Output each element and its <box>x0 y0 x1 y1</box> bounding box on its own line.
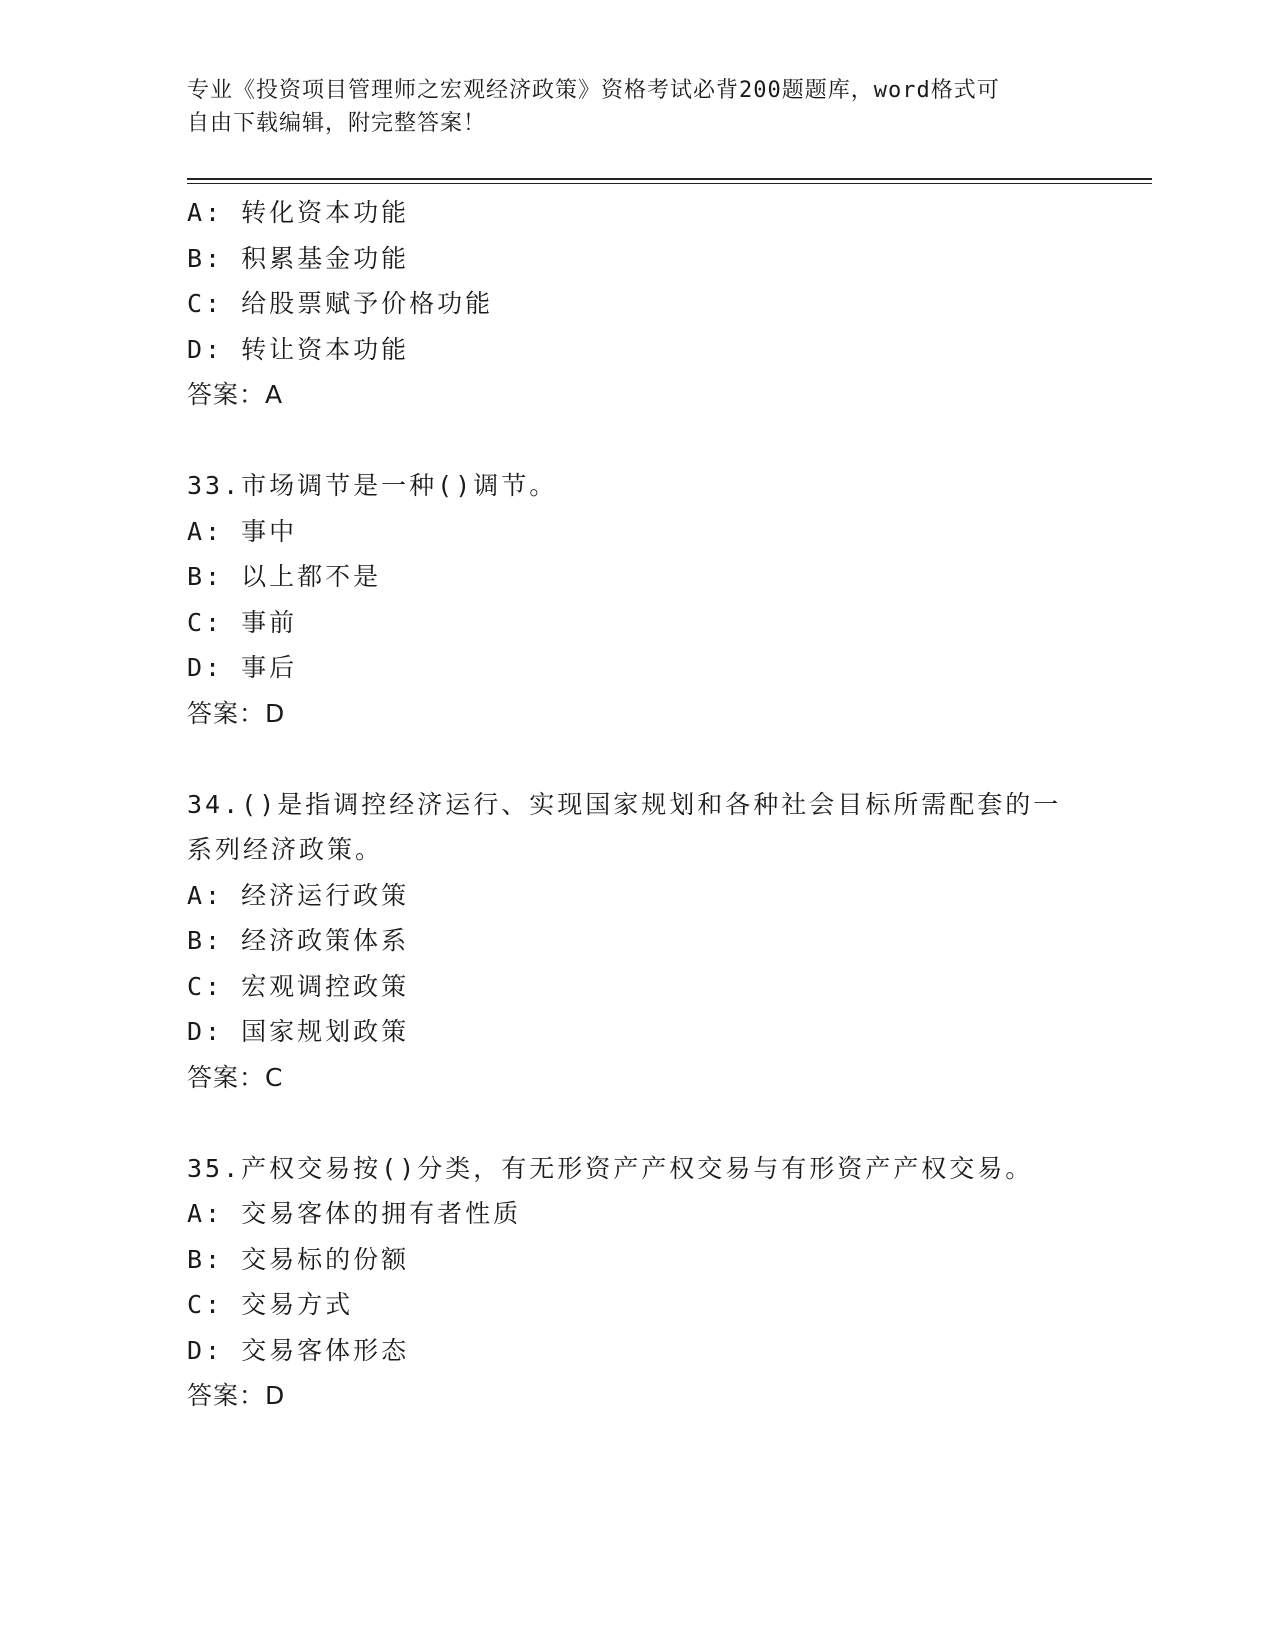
spacer <box>187 736 1087 782</box>
document-header <box>187 74 1067 140</box>
answer-label: 答案：D <box>187 1381 286 1410</box>
option-d: D: 事后 <box>187 653 298 682</box>
option-d: D: 国家规划政策 <box>187 1017 410 1046</box>
option-b: B: 以上都不是 <box>187 562 382 591</box>
answer-label: 答案：D <box>187 698 286 728</box>
option-b: B: 经济政策体系 <box>187 926 410 955</box>
header-divider-thick <box>187 178 1152 180</box>
option-a: A: 事中 <box>187 516 298 546</box>
option-d: D: 转让资本功能 <box>187 334 410 364</box>
option-b: B: 交易标的份额 <box>187 1244 410 1274</box>
option-c: C: 宏观调控政策 <box>187 971 410 1001</box>
option-c: C: 给股票赋予价格功能 <box>187 289 494 318</box>
question-block-33 <box>187 463 1087 736</box>
option-a: A: 转化资本功能 <box>187 198 410 227</box>
answer-label: 答案：A <box>187 380 284 409</box>
option-a: A: 交易客体的拥有者性质 <box>187 1199 522 1228</box>
option-a: A: 经济运行政策 <box>187 880 410 910</box>
header-divider-thin <box>187 183 1152 184</box>
question-block-35 <box>187 1146 1087 1419</box>
header-line-1: 专业《投资项目管理师之宏观经济政策》资格考试必背200题题库，word格式可 <box>187 78 1000 103</box>
option-d: D: 交易客体形态 <box>187 1335 410 1365</box>
question-block-34 <box>187 782 1087 1101</box>
question-stem: 33.市场调节是一种()调节。 <box>187 471 558 500</box>
option-c: C: 交易方式 <box>187 1290 354 1319</box>
question-list <box>187 190 1087 1419</box>
spacer <box>187 1100 1087 1146</box>
question-stem: 35.产权交易按()分类，有无形资产产权交易与有形资产产权交易。 <box>187 1153 1034 1183</box>
option-b: B: 积累基金功能 <box>187 243 410 273</box>
question-block-32 <box>187 190 1087 418</box>
option-c: C: 事前 <box>187 607 298 637</box>
spacer <box>187 418 1087 464</box>
answer-label: 答案：C <box>187 1062 284 1092</box>
header-line-2: 自由下载编辑，附完整答案！ <box>187 111 487 136</box>
question-stem: 34.()是指调控经济运行、实现国家规划和各种社会目标所需配套的一系列经济政策。 <box>187 789 1062 864</box>
